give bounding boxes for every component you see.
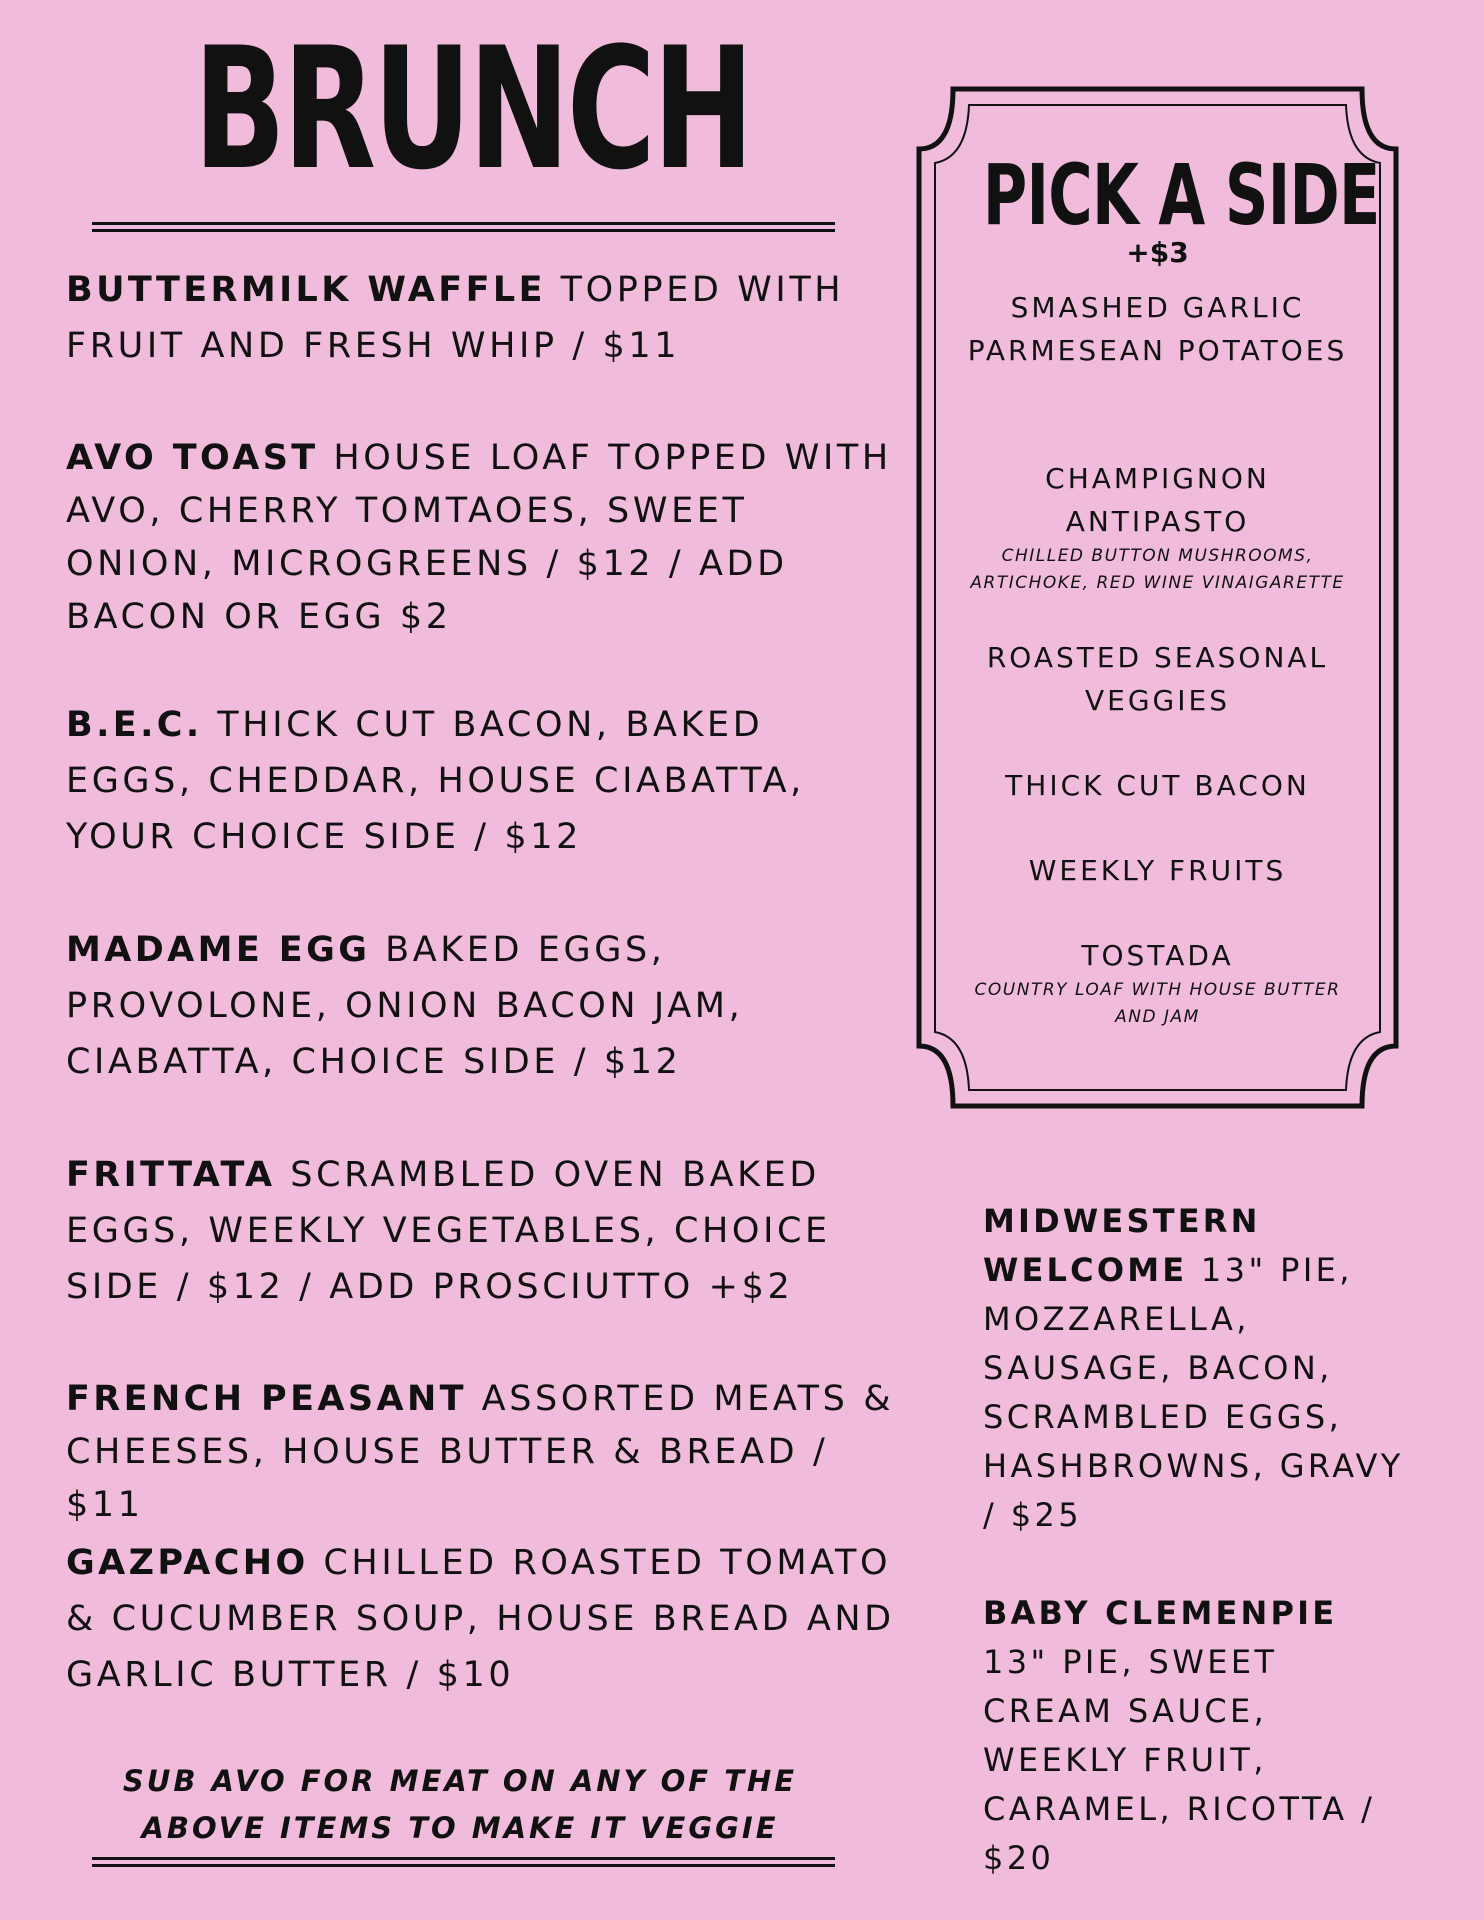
menu-item-buttermilk-waffle bbox=[66, 262, 896, 374]
menu-item-frittata bbox=[66, 1147, 896, 1315]
side-item-fruits bbox=[950, 849, 1365, 892]
menu-item-description: TOPPED WITH FRUIT AND FRESH WHIP / $11 bbox=[66, 270, 845, 366]
veggie-note: SUB AVO FOR MEAT ON ANY OF THE ABOVE ITEMS TO MAKE IT VEGGIE bbox=[122, 1764, 798, 1845]
title-divider bbox=[92, 222, 835, 232]
side-item-name: CHAMPIGNON ANTIPASTO bbox=[1045, 462, 1270, 538]
menu-item-description: BAKED EGGS, PROVOLONE, ONION BACON JAM, CIABATTA, CHOICE SIDE / $12 bbox=[66, 930, 744, 1082]
side-item-veggies bbox=[950, 636, 1365, 722]
pie-item-name: BABY CLEMENPIE bbox=[983, 1594, 1338, 1632]
side-item-tostada bbox=[950, 934, 1365, 1031]
side-item-antipasto bbox=[950, 457, 1365, 597]
pie-item-name: MIDWESTERN WELCOME bbox=[983, 1202, 1261, 1289]
menu-item-french-peasant bbox=[66, 1373, 896, 1532]
menu-item-description: HOUSE LOAF TOPPED WITH AVO, CHERRY TOMTAOES, SWEET ONION, MICROGREENS / $12 / ADD BACON OR EGG $2 bbox=[66, 438, 892, 637]
side-item-description: CHILLED BUTTON MUSHROOMS, ARTICHOKE, RED WINE VINAIGARETTE bbox=[970, 546, 1345, 593]
menu-item-name: B.E.C. bbox=[66, 705, 203, 745]
side-item-name: THICK CUT BACON bbox=[1005, 769, 1310, 802]
menu-item-bec bbox=[66, 697, 896, 865]
menu-item-madame-egg bbox=[66, 922, 896, 1090]
menu-item-description: SCRAMBLED OVEN BAKED EGGS, WEEKLY VEGETABLES, CHOICE SIDE / $12 / ADD PROSCIUTTO +$2 bbox=[66, 1155, 831, 1307]
sides-price: +$3 bbox=[1126, 236, 1189, 269]
side-item-name: SMASHED GARLIC PARMESEAN POTATOES bbox=[967, 291, 1348, 367]
pie-item-description: 13" PIE, MOZZARELLA, SAUSAGE, BACON, SCRAMBLED EGGS, HASHBROWNS, GRAVY / $25 bbox=[983, 1251, 1404, 1534]
menu-title: BRUNCH bbox=[193, 11, 752, 207]
pie-item-midwestern-welcome bbox=[983, 1197, 1413, 1540]
side-item-name: WEEKLY FRUITS bbox=[1028, 854, 1287, 887]
side-item-description: COUNTRY LOAF WITH HOUSE BUTTER AND JAM bbox=[974, 980, 1341, 1027]
side-item-bacon bbox=[950, 764, 1365, 807]
menu-item-name: MADAME EGG bbox=[66, 930, 371, 970]
menu-item-gazpacho bbox=[66, 1535, 896, 1703]
sides-title: PICK A SIDE bbox=[982, 146, 1380, 244]
menu-item-description: CHILLED ROASTED TOMATO & CUCUMBER SOUP, HOUSE BREAD AND GARLIC BUTTER / $10 bbox=[66, 1543, 895, 1695]
menu-item-description: ASSORTED MEATS & CHEESES, HOUSE BUTTER & BREAD / $11 bbox=[66, 1379, 895, 1525]
menu-item-name: AVO TOAST bbox=[66, 438, 319, 478]
menu-item-avo-toast bbox=[66, 432, 896, 644]
side-item-name: ROASTED SEASONAL VEGGIES bbox=[986, 641, 1329, 717]
menu-item-name: GAZPACHO bbox=[66, 1543, 309, 1583]
menu-item-name: BUTTERMILK WAFFLE bbox=[66, 270, 546, 310]
menu-item-name: FRITTATA bbox=[66, 1155, 276, 1195]
bottom-divider bbox=[92, 1857, 835, 1867]
side-item-potatoes bbox=[950, 286, 1365, 372]
pie-item-baby-clemenpie bbox=[983, 1589, 1413, 1883]
menu-item-description: THICK CUT BACON, BAKED EGGS, CHEDDAR, HOUSE CIABATTA, YOUR CHOICE SIDE / $12 bbox=[66, 705, 805, 857]
pie-item-description: 13" PIE, SWEET CREAM SAUCE, WEEKLY FRUIT, CARAMEL, RICOTTA / $20 bbox=[983, 1643, 1376, 1877]
menu-item-name: FRENCH PEASANT bbox=[66, 1379, 467, 1419]
side-item-name: TOSTADA bbox=[1081, 939, 1234, 972]
